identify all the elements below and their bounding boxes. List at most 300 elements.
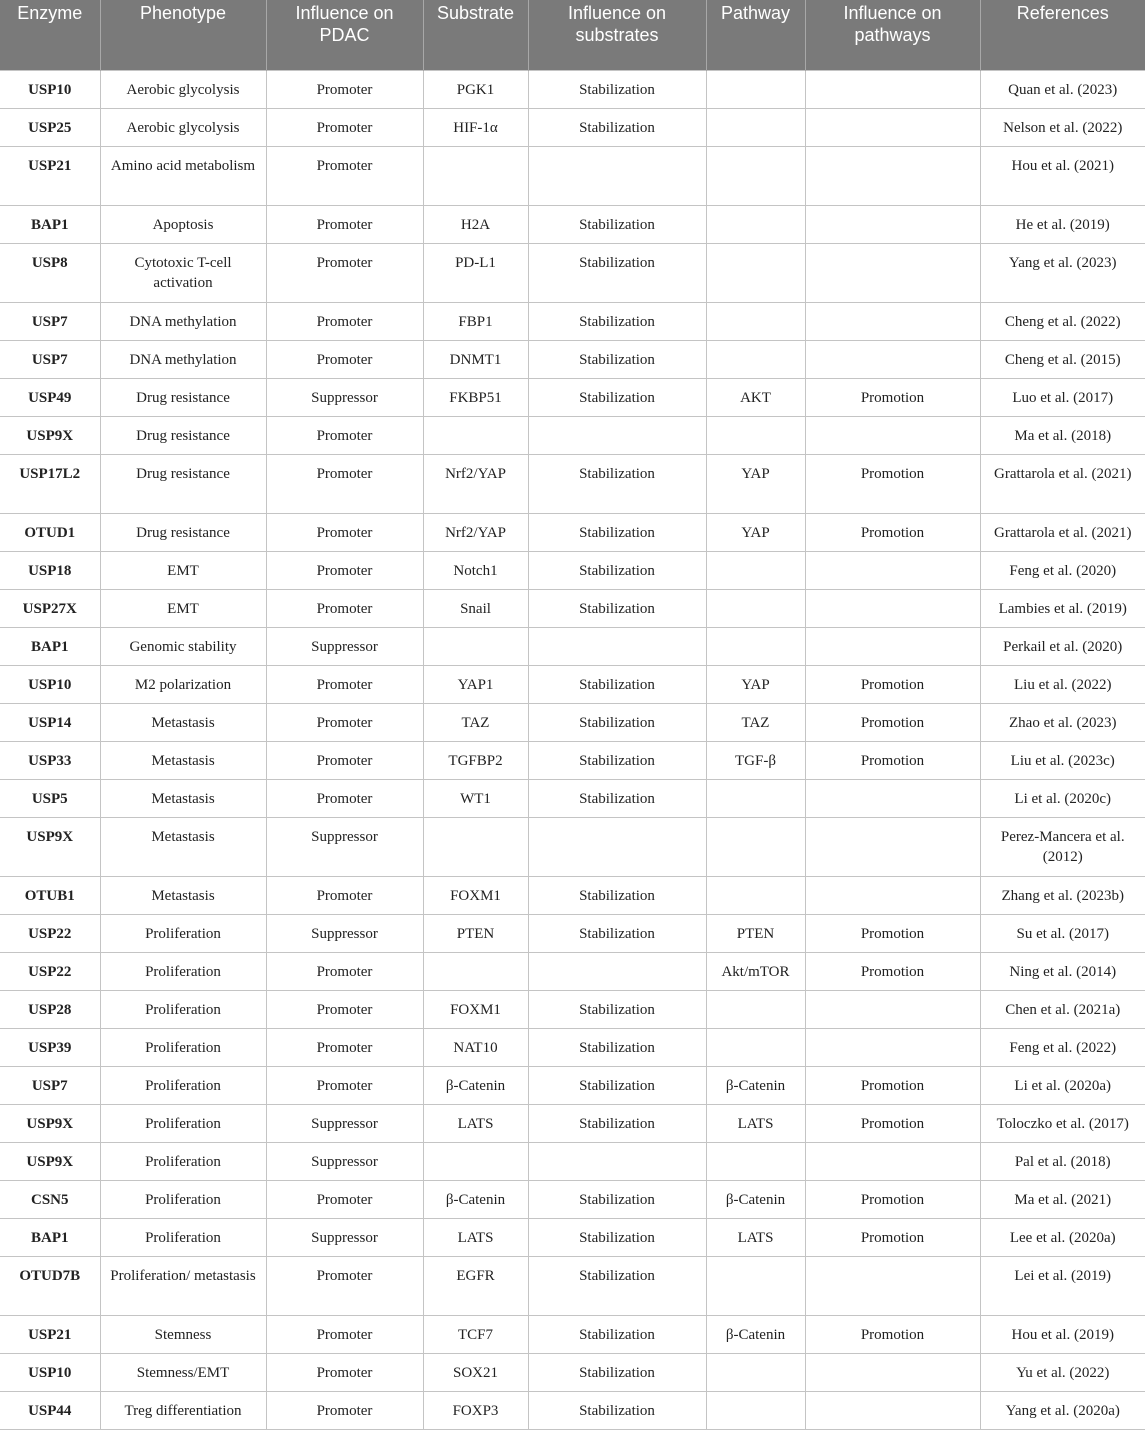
cell-influence-on-pdac: Promoter — [266, 1256, 423, 1315]
cell-influence-on-pdac: Promoter — [266, 108, 423, 146]
cell-substrate — [423, 627, 528, 665]
cell-enzyme: OTUB1 — [0, 876, 100, 914]
cell-pathway: β-Catenin — [706, 1180, 805, 1218]
header-phenotype: Phenotype — [100, 0, 266, 70]
cell-substrate: WT1 — [423, 779, 528, 817]
header-enzyme: Enzyme — [0, 0, 100, 70]
cell-enzyme: USP39 — [0, 1028, 100, 1066]
cell-influence-on-pathways — [805, 551, 980, 589]
table-row — [0, 551, 1145, 589]
cell-influence-on-pathways — [805, 70, 980, 108]
cell-influence-on-substrates: Stabilization — [528, 513, 706, 551]
cell-enzyme: USP27X — [0, 589, 100, 627]
cell-substrate: PTEN — [423, 914, 528, 952]
header-row — [0, 0, 1145, 70]
cell-pathway — [706, 990, 805, 1028]
cell-phenotype: Proliferation — [100, 1218, 266, 1256]
cell-pathway: YAP — [706, 513, 805, 551]
cell-references: Yang et al. (2023) — [980, 243, 1145, 302]
cell-pathway: PTEN — [706, 914, 805, 952]
cell-phenotype: Drug resistance — [100, 378, 266, 416]
cell-phenotype: DNA methylation — [100, 302, 266, 340]
cell-pathway: LATS — [706, 1104, 805, 1142]
cell-influence-on-pdac: Promoter — [266, 146, 423, 205]
cell-influence-on-substrates — [528, 817, 706, 876]
table-row — [0, 703, 1145, 741]
cell-enzyme: BAP1 — [0, 627, 100, 665]
cell-references: Quan et al. (2023) — [980, 70, 1145, 108]
cell-influence-on-pathways: Promotion — [805, 703, 980, 741]
cell-pathway: TGF-β — [706, 741, 805, 779]
cell-pathway — [706, 243, 805, 302]
cell-enzyme: USP9X — [0, 416, 100, 454]
cell-phenotype: Apoptosis — [100, 205, 266, 243]
cell-enzyme: USP17L2 — [0, 454, 100, 513]
cell-substrate — [423, 416, 528, 454]
cell-influence-on-pdac: Promoter — [266, 990, 423, 1028]
cell-influence-on-pdac: Promoter — [266, 589, 423, 627]
cell-enzyme: USP14 — [0, 703, 100, 741]
cell-influence-on-pdac: Promoter — [266, 665, 423, 703]
header-influence-on-pathways: Influence on pathways — [805, 0, 980, 70]
cell-pathway: YAP — [706, 665, 805, 703]
table-row — [0, 70, 1145, 108]
cell-substrate: HIF-1α — [423, 108, 528, 146]
cell-influence-on-pathways — [805, 146, 980, 205]
cell-enzyme: USP9X — [0, 1104, 100, 1142]
cell-references: Liu et al. (2023c) — [980, 741, 1145, 779]
cell-pathway — [706, 817, 805, 876]
table-row — [0, 416, 1145, 454]
cell-influence-on-pathways: Promotion — [805, 741, 980, 779]
cell-phenotype: Proliferation — [100, 1180, 266, 1218]
cell-substrate: TAZ — [423, 703, 528, 741]
cell-influence-on-pdac: Suppressor — [266, 817, 423, 876]
cell-influence-on-pdac: Promoter — [266, 1066, 423, 1104]
cell-references: Zhao et al. (2023) — [980, 703, 1145, 741]
cell-influence-on-pathways — [805, 108, 980, 146]
cell-references: Ma et al. (2021) — [980, 1180, 1145, 1218]
cell-phenotype: Proliferation — [100, 1066, 266, 1104]
cell-influence-on-pdac: Suppressor — [266, 378, 423, 416]
cell-substrate: SOX21 — [423, 1353, 528, 1391]
cell-pathway: Akt/mTOR — [706, 952, 805, 990]
cell-enzyme: USP7 — [0, 1066, 100, 1104]
table-row — [0, 378, 1145, 416]
cell-phenotype: Stemness — [100, 1315, 266, 1353]
cell-pathway — [706, 1256, 805, 1315]
cell-enzyme: USP22 — [0, 952, 100, 990]
cell-influence-on-pathways: Promotion — [805, 454, 980, 513]
cell-pathway: LATS — [706, 1218, 805, 1256]
cell-phenotype: Proliferation/ metastasis — [100, 1256, 266, 1315]
cell-references: Li et al. (2020c) — [980, 779, 1145, 817]
cell-substrate: FOXM1 — [423, 876, 528, 914]
cell-enzyme: USP7 — [0, 302, 100, 340]
cell-substrate: FBP1 — [423, 302, 528, 340]
table-row — [0, 952, 1145, 990]
cell-influence-on-substrates: Stabilization — [528, 741, 706, 779]
cell-substrate — [423, 817, 528, 876]
cell-influence-on-pdac: Promoter — [266, 205, 423, 243]
cell-influence-on-pathways: Promotion — [805, 952, 980, 990]
cell-substrate — [423, 146, 528, 205]
cell-references: Yang et al. (2020a) — [980, 1391, 1145, 1429]
cell-phenotype: Metastasis — [100, 817, 266, 876]
table-row — [0, 914, 1145, 952]
cell-enzyme: USP10 — [0, 70, 100, 108]
cell-influence-on-substrates: Stabilization — [528, 108, 706, 146]
table-row — [0, 665, 1145, 703]
cell-phenotype: Stemness/EMT — [100, 1353, 266, 1391]
cell-influence-on-pdac: Promoter — [266, 1353, 423, 1391]
cell-pathway — [706, 205, 805, 243]
cell-phenotype: Metastasis — [100, 703, 266, 741]
cell-influence-on-pdac: Suppressor — [266, 627, 423, 665]
cell-influence-on-substrates: Stabilization — [528, 70, 706, 108]
cell-substrate: PD-L1 — [423, 243, 528, 302]
cell-influence-on-pathways: Promotion — [805, 1315, 980, 1353]
cell-influence-on-substrates: Stabilization — [528, 378, 706, 416]
cell-pathway — [706, 876, 805, 914]
cell-influence-on-pathways — [805, 627, 980, 665]
cell-phenotype: Drug resistance — [100, 513, 266, 551]
cell-phenotype: M2 polarization — [100, 665, 266, 703]
table-row — [0, 1353, 1145, 1391]
cell-influence-on-pathways — [805, 416, 980, 454]
table-row — [0, 1218, 1145, 1256]
cell-substrate: β-Catenin — [423, 1180, 528, 1218]
cell-substrate: NAT10 — [423, 1028, 528, 1066]
cell-influence-on-substrates: Stabilization — [528, 340, 706, 378]
cell-substrate — [423, 952, 528, 990]
cell-influence-on-pathways — [805, 1353, 980, 1391]
table-row — [0, 817, 1145, 876]
cell-pathway: β-Catenin — [706, 1066, 805, 1104]
cell-enzyme: USP10 — [0, 1353, 100, 1391]
cell-influence-on-pdac: Promoter — [266, 416, 423, 454]
cell-influence-on-substrates: Stabilization — [528, 1218, 706, 1256]
cell-references: Hou et al. (2019) — [980, 1315, 1145, 1353]
cell-references: Cheng et al. (2022) — [980, 302, 1145, 340]
cell-influence-on-substrates: Stabilization — [528, 876, 706, 914]
cell-enzyme: USP9X — [0, 1142, 100, 1180]
cell-references: Chen et al. (2021a) — [980, 990, 1145, 1028]
cell-references: Lei et al. (2019) — [980, 1256, 1145, 1315]
cell-influence-on-substrates: Stabilization — [528, 1104, 706, 1142]
cell-substrate: EGFR — [423, 1256, 528, 1315]
cell-references: Toloczko et al. (2017) — [980, 1104, 1145, 1142]
cell-phenotype: Aerobic glycolysis — [100, 70, 266, 108]
cell-influence-on-substrates: Stabilization — [528, 302, 706, 340]
cell-influence-on-substrates: Stabilization — [528, 914, 706, 952]
cell-substrate: TGFBP2 — [423, 741, 528, 779]
cell-influence-on-substrates: Stabilization — [528, 205, 706, 243]
cell-pathway — [706, 779, 805, 817]
cell-influence-on-pdac: Promoter — [266, 70, 423, 108]
cell-influence-on-pathways — [805, 340, 980, 378]
cell-substrate: Snail — [423, 589, 528, 627]
cell-influence-on-pdac: Promoter — [266, 952, 423, 990]
cell-influence-on-pathways — [805, 302, 980, 340]
cell-references: Yu et al. (2022) — [980, 1353, 1145, 1391]
cell-influence-on-substrates: Stabilization — [528, 1353, 706, 1391]
table-row — [0, 108, 1145, 146]
table-row — [0, 779, 1145, 817]
cell-influence-on-substrates: Stabilization — [528, 779, 706, 817]
cell-references: Li et al. (2020a) — [980, 1066, 1145, 1104]
table-row — [0, 205, 1145, 243]
table-row — [0, 243, 1145, 302]
cell-influence-on-substrates: Stabilization — [528, 1066, 706, 1104]
cell-phenotype: EMT — [100, 589, 266, 627]
header-references: References — [980, 0, 1145, 70]
cell-influence-on-pdac: Promoter — [266, 876, 423, 914]
table-row — [0, 1066, 1145, 1104]
cell-substrate: LATS — [423, 1104, 528, 1142]
cell-influence-on-pathways: Promotion — [805, 1104, 980, 1142]
cell-pathway — [706, 416, 805, 454]
cell-pathway: YAP — [706, 454, 805, 513]
cell-influence-on-pathways: Promotion — [805, 914, 980, 952]
cell-phenotype: Genomic stability — [100, 627, 266, 665]
cell-influence-on-substrates: Stabilization — [528, 665, 706, 703]
cell-influence-on-pathways — [805, 817, 980, 876]
cell-influence-on-pathways — [805, 243, 980, 302]
cell-influence-on-pathways — [805, 1028, 980, 1066]
cell-pathway — [706, 146, 805, 205]
cell-enzyme: OTUD1 — [0, 513, 100, 551]
cell-references: He et al. (2019) — [980, 205, 1145, 243]
cell-references: Su et al. (2017) — [980, 914, 1145, 952]
cell-references: Grattarola et al. (2021) — [980, 454, 1145, 513]
cell-enzyme: USP33 — [0, 741, 100, 779]
cell-substrate: YAP1 — [423, 665, 528, 703]
cell-influence-on-substrates — [528, 416, 706, 454]
cell-pathway — [706, 340, 805, 378]
cell-influence-on-substrates: Stabilization — [528, 1028, 706, 1066]
cell-pathway — [706, 70, 805, 108]
cell-enzyme: USP21 — [0, 146, 100, 205]
cell-influence-on-pathways — [805, 990, 980, 1028]
cell-influence-on-substrates: Stabilization — [528, 1391, 706, 1429]
cell-influence-on-pdac: Promoter — [266, 703, 423, 741]
cell-influence-on-pdac: Promoter — [266, 513, 423, 551]
cell-enzyme: USP28 — [0, 990, 100, 1028]
cell-substrate: Nrf2/YAP — [423, 454, 528, 513]
cell-references: Feng et al. (2020) — [980, 551, 1145, 589]
table-row — [0, 1315, 1145, 1353]
cell-enzyme: USP10 — [0, 665, 100, 703]
cell-influence-on-pathways: Promotion — [805, 513, 980, 551]
cell-references: Cheng et al. (2015) — [980, 340, 1145, 378]
cell-influence-on-pathways — [805, 1256, 980, 1315]
cell-references: Nelson et al. (2022) — [980, 108, 1145, 146]
cell-phenotype: Proliferation — [100, 990, 266, 1028]
cell-enzyme: USP9X — [0, 817, 100, 876]
cell-pathway: TAZ — [706, 703, 805, 741]
cell-influence-on-pdac: Promoter — [266, 1180, 423, 1218]
table-row — [0, 1391, 1145, 1429]
cell-substrate: Notch1 — [423, 551, 528, 589]
cell-influence-on-substrates: Stabilization — [528, 1315, 706, 1353]
cell-enzyme: USP7 — [0, 340, 100, 378]
cell-substrate: FKBP51 — [423, 378, 528, 416]
cell-references: Feng et al. (2022) — [980, 1028, 1145, 1066]
cell-pathway — [706, 627, 805, 665]
cell-influence-on-pdac: Promoter — [266, 1315, 423, 1353]
cell-influence-on-substrates — [528, 1142, 706, 1180]
cell-substrate: DNMT1 — [423, 340, 528, 378]
cell-influence-on-pathways — [805, 205, 980, 243]
table-row — [0, 627, 1145, 665]
cell-enzyme: USP25 — [0, 108, 100, 146]
cell-enzyme: USP44 — [0, 1391, 100, 1429]
cell-phenotype: Metastasis — [100, 741, 266, 779]
cell-influence-on-pdac: Promoter — [266, 779, 423, 817]
cell-substrate: β-Catenin — [423, 1066, 528, 1104]
cell-pathway: β-Catenin — [706, 1315, 805, 1353]
table-row — [0, 340, 1145, 378]
cell-pathway — [706, 1353, 805, 1391]
cell-influence-on-substrates: Stabilization — [528, 243, 706, 302]
table-row — [0, 1028, 1145, 1066]
cell-phenotype: Drug resistance — [100, 416, 266, 454]
cell-substrate: H2A — [423, 205, 528, 243]
cell-influence-on-substrates — [528, 952, 706, 990]
cell-phenotype: Proliferation — [100, 1028, 266, 1066]
cell-influence-on-pdac: Promoter — [266, 1391, 423, 1429]
cell-influence-on-substrates: Stabilization — [528, 589, 706, 627]
cell-influence-on-pathways: Promotion — [805, 378, 980, 416]
header-influence-on-substrates: Influence on substrates — [528, 0, 706, 70]
cell-phenotype: DNA methylation — [100, 340, 266, 378]
table-body — [0, 70, 1145, 1429]
cell-references: Liu et al. (2022) — [980, 665, 1145, 703]
cell-enzyme: USP22 — [0, 914, 100, 952]
cell-influence-on-pdac: Suppressor — [266, 914, 423, 952]
cell-phenotype: EMT — [100, 551, 266, 589]
cell-influence-on-pathways: Promotion — [805, 1218, 980, 1256]
cell-influence-on-pdac: Promoter — [266, 1028, 423, 1066]
table-row — [0, 990, 1145, 1028]
cell-references: Ning et al. (2014) — [980, 952, 1145, 990]
cell-substrate: FOXP3 — [423, 1391, 528, 1429]
cell-influence-on-pathways — [805, 1142, 980, 1180]
cell-influence-on-substrates: Stabilization — [528, 454, 706, 513]
cell-phenotype: Metastasis — [100, 779, 266, 817]
table-row — [0, 454, 1145, 513]
cell-influence-on-pdac: Suppressor — [266, 1104, 423, 1142]
cell-influence-on-pdac: Promoter — [266, 454, 423, 513]
cell-phenotype: Cytotoxic T-cell activation — [100, 243, 266, 302]
cell-enzyme: USP49 — [0, 378, 100, 416]
table-row — [0, 1142, 1145, 1180]
table-row — [0, 1256, 1145, 1315]
cell-phenotype: Proliferation — [100, 1104, 266, 1142]
table-row — [0, 146, 1145, 205]
cell-influence-on-substrates — [528, 627, 706, 665]
cell-enzyme: BAP1 — [0, 1218, 100, 1256]
cell-references: Hou et al. (2021) — [980, 146, 1145, 205]
cell-enzyme: USP5 — [0, 779, 100, 817]
cell-substrate: LATS — [423, 1218, 528, 1256]
cell-phenotype: Proliferation — [100, 914, 266, 952]
cell-substrate: TCF7 — [423, 1315, 528, 1353]
cell-influence-on-substrates: Stabilization — [528, 1180, 706, 1218]
cell-influence-on-pdac: Suppressor — [266, 1218, 423, 1256]
cell-enzyme: CSN5 — [0, 1180, 100, 1218]
cell-influence-on-pathways — [805, 779, 980, 817]
cell-enzyme: BAP1 — [0, 205, 100, 243]
cell-substrate: PGK1 — [423, 70, 528, 108]
table-row — [0, 876, 1145, 914]
cell-pathway — [706, 551, 805, 589]
cell-references: Grattarola et al. (2021) — [980, 513, 1145, 551]
cell-influence-on-pdac: Promoter — [266, 340, 423, 378]
cell-pathway — [706, 1142, 805, 1180]
cell-phenotype: Drug resistance — [100, 454, 266, 513]
table-row — [0, 741, 1145, 779]
table-row — [0, 1104, 1145, 1142]
cell-substrate: FOXM1 — [423, 990, 528, 1028]
cell-influence-on-pathways — [805, 876, 980, 914]
cell-influence-on-pathways — [805, 1391, 980, 1429]
table-row — [0, 302, 1145, 340]
cell-phenotype: Metastasis — [100, 876, 266, 914]
cell-influence-on-substrates: Stabilization — [528, 703, 706, 741]
cell-influence-on-pathways: Promotion — [805, 1066, 980, 1104]
cell-pathway — [706, 108, 805, 146]
cell-references: Zhang et al. (2023b) — [980, 876, 1145, 914]
cell-influence-on-pdac: Promoter — [266, 551, 423, 589]
header-influence-on-pdac: Influence on PDAC — [266, 0, 423, 70]
cell-phenotype: Proliferation — [100, 1142, 266, 1180]
cell-references: Ma et al. (2018) — [980, 416, 1145, 454]
cell-influence-on-pathways: Promotion — [805, 665, 980, 703]
cell-enzyme: USP21 — [0, 1315, 100, 1353]
cell-influence-on-pathways: Promotion — [805, 1180, 980, 1218]
cell-enzyme: OTUD7B — [0, 1256, 100, 1315]
header-substrate: Substrate — [423, 0, 528, 70]
cell-influence-on-pdac: Promoter — [266, 302, 423, 340]
cell-influence-on-pathways — [805, 589, 980, 627]
header-pathway: Pathway — [706, 0, 805, 70]
cell-influence-on-substrates: Stabilization — [528, 990, 706, 1028]
cell-pathway — [706, 302, 805, 340]
cell-references: Luo et al. (2017) — [980, 378, 1145, 416]
cell-influence-on-pdac: Suppressor — [266, 1142, 423, 1180]
table-row — [0, 589, 1145, 627]
table-row — [0, 1180, 1145, 1218]
cell-references: Lambies et al. (2019) — [980, 589, 1145, 627]
cell-enzyme: USP18 — [0, 551, 100, 589]
cell-influence-on-substrates: Stabilization — [528, 1256, 706, 1315]
cell-influence-on-substrates: Stabilization — [528, 551, 706, 589]
cell-pathway: AKT — [706, 378, 805, 416]
cell-influence-on-pdac: Promoter — [266, 741, 423, 779]
cell-enzyme: USP8 — [0, 243, 100, 302]
cell-pathway — [706, 589, 805, 627]
cell-phenotype: Proliferation — [100, 952, 266, 990]
cell-influence-on-pdac: Promoter — [266, 243, 423, 302]
table-row — [0, 513, 1145, 551]
cell-substrate: Nrf2/YAP — [423, 513, 528, 551]
cell-influence-on-substrates — [528, 146, 706, 205]
cell-substrate — [423, 1142, 528, 1180]
cell-references: Perkail et al. (2020) — [980, 627, 1145, 665]
cell-pathway — [706, 1028, 805, 1066]
